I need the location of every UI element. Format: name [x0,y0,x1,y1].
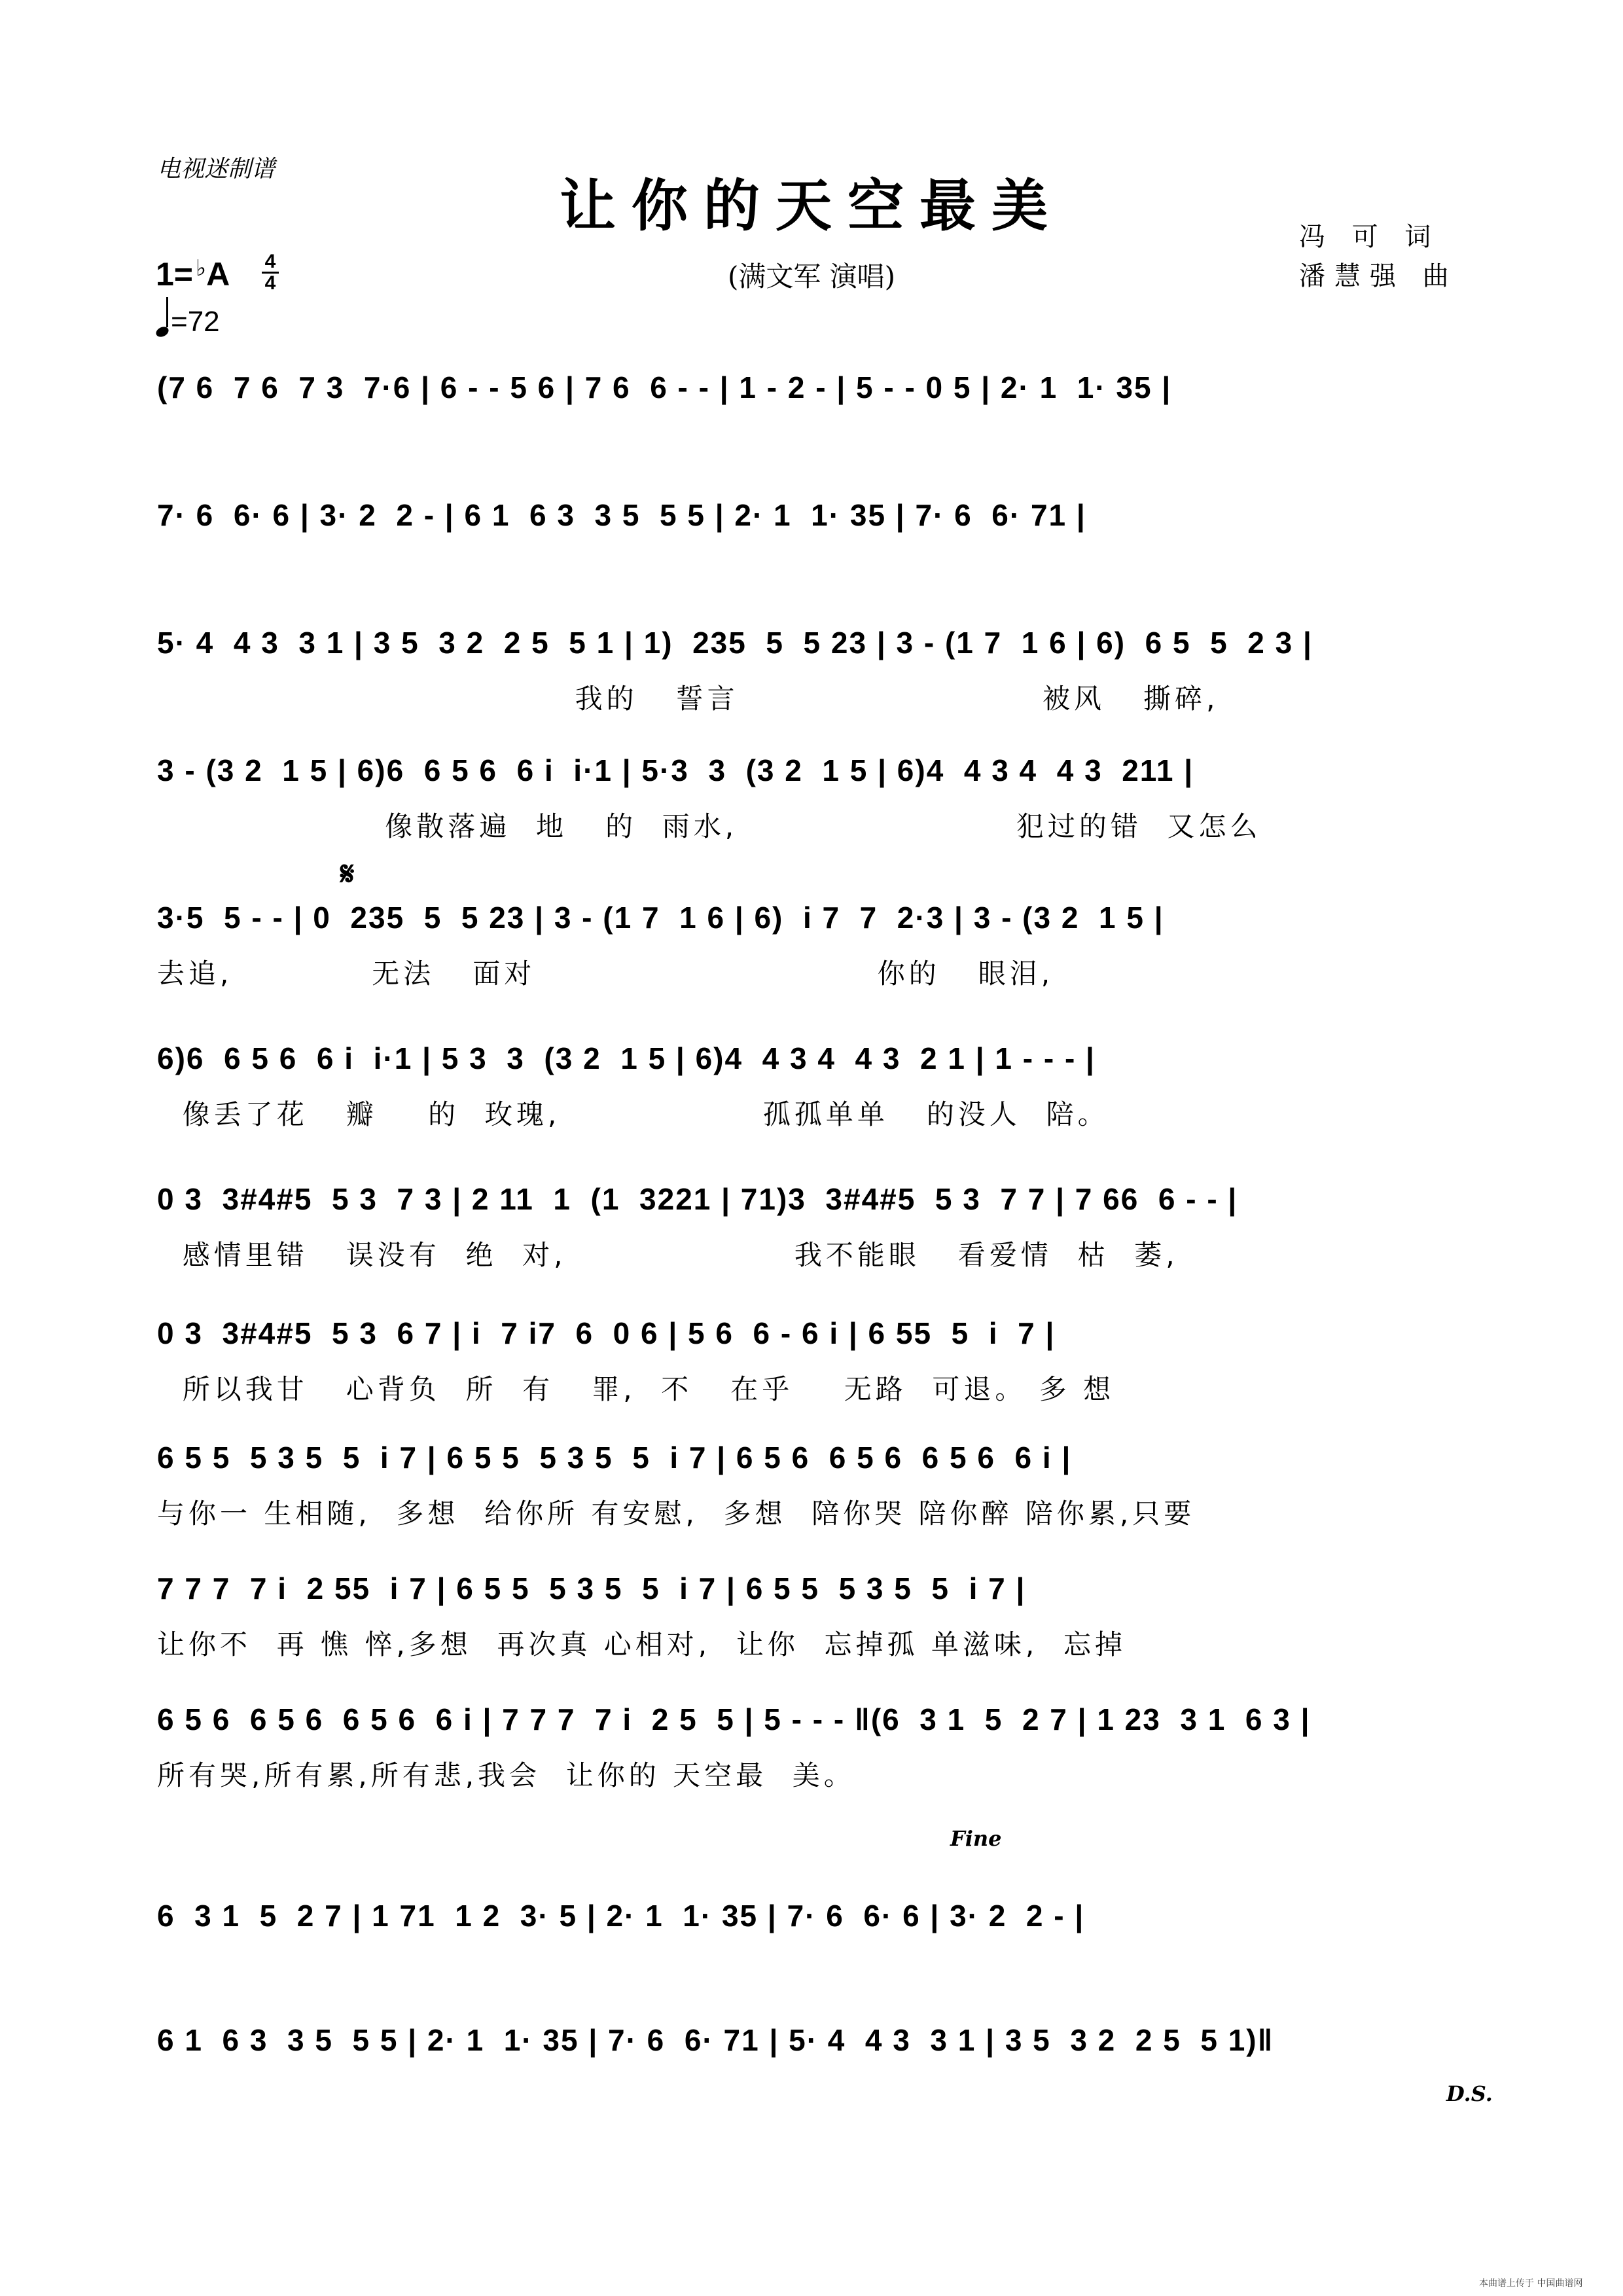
lyric-line: 去追, 无法 面对 你的 眼泪, [157,958,1054,990]
ds-mark: D.S. [1446,2081,1493,2106]
lyric-line: 像丢了花 瓣 的 玫瑰, 孤孤单单 的没人 陪。 [157,1098,1109,1130]
lyric-line: 与你一 生相随, 多想 给你所 有安慰, 多想 陪你哭 陪你醉 陪你累,只要 [157,1498,1196,1530]
arranger-credit: 电视迷制谱 [157,156,276,183]
notation-line: 7 7 7 7 i 2 55 i 7 | 6 5 5 5 3 5 5 i 7 | 6 5 5 5 3 5 5 i 7 | [157,1571,1026,1605]
key-signature: 1= ♭A [156,256,230,293]
composer-credit: 潘慧强 曲 [1299,261,1458,291]
notation-line: 3 - (3 2 1 5 | 6)6 6 5 6 6 i i·1 | 5·3 3 (3 2 1 5 | 6)4 4 3 4 4 3 211 | [157,753,1194,787]
lyricist-credit: 冯 可 词 [1299,222,1440,252]
notation-line: 6)6 6 5 6 6 i i·1 | 5 3 3 (3 2 1 5 | 6)4 4 3 4 4 3 2 1 | 1 - - - | [157,1041,1096,1075]
lyric-line: 感情里错 误没有 绝 对, 我不能眼 看爱情 枯 萎, [157,1239,1179,1271]
notation-line: 3·5 5 - - | 0 235 5 5 23 | 3 - (1 7 1 6 | 6) i 7 7 2·3 | 3 - (3 2 1 5 | [157,901,1164,935]
lyric-line: 让你不 再 憔 悴,多想 再次真 心相对, 让你 忘掉孤 单滋味, 忘掉 [157,1628,1126,1660]
tempo-marking: =72 [156,301,220,338]
notation-line: 0 3 3#4#5 5 3 7 3 | 2 11 1 (1 3221 | 71)3 3#4#5 5 3 7 7 | 7 66 6 - - | [157,1182,1238,1216]
segno-mark: 𝄋 [340,854,355,893]
notation-line: 0 3 3#4#5 5 3 6 7 | i 7 i7 6 0 6 | 5 6 6 - 6 i | 6 55 5 i 7 | [157,1316,1056,1350]
singer-credit: (满文军 演唱) [727,260,896,293]
notation-line: (7 6 7 6 7 3 7·6 | 6 - - 5 6 | 7 6 6 - - | 1 - 2 - | 5 - - 0 5 | 2· 1 1· 35 | [157,370,1172,404]
notation-line: 6 5 6 6 5 6 6 5 6 6 i | 7 7 7 7 i 2 5 5 | 5 - - - ‖(6 3 1 5 2 7 | 1 23 3 1 6 3 | [157,1702,1311,1736]
notation-line: 6 5 5 5 3 5 5 i 7 | 6 5 5 5 3 5 5 i 7 | 6 5 6 6 5 6 6 5 6 6 i | [157,1441,1072,1475]
time-signature: 4 4 [262,253,279,293]
song-title: 让你的天空最美 [560,173,1063,239]
footer-credit: 本曲谱上传于 中国曲谱网 [1479,2278,1583,2289]
lyric-line: 我的 誓言 被风 撕碎, [157,683,1219,715]
lyric-line: 所以我甘 心背负 所 有 罪, 不 在乎 无路 可退。 多 想 [157,1373,1115,1405]
lyric-line: 所有哭,所有累,所有悲,我会 让你的 天空最 美。 [157,1759,855,1791]
notation-line: 6 1 6 3 3 5 5 5 | 2· 1 1· 35 | 7· 6 6· 71 | 5· 4 4 3 3 1 | 3 5 3 2 2 5 5 1)‖ [157,2023,1274,2057]
notation-line: 5· 4 4 3 3 1 | 3 5 3 2 2 5 5 1 | 1) 235 5 5 23 | 3 - (1 7 1 6 | 6) 6 5 5 2 3 | [157,626,1313,660]
lyric-line: 像散落遍 地 的 雨水, 犯过的错 又怎么 [157,810,1262,842]
fine-mark: Fine [950,1826,1002,1851]
notation-line: 6 3 1 5 2 7 | 1 71 1 2 3· 5 | 2· 1 1· 35 | 7· 6 6· 6 | 3· 2 2 - | [157,1899,1085,1933]
notation-line: 7· 6 6· 6 | 3· 2 2 - | 6 1 6 3 3 5 5 5 | 2· 1 1· 35 | 7· 6 6· 71 | [157,498,1086,532]
